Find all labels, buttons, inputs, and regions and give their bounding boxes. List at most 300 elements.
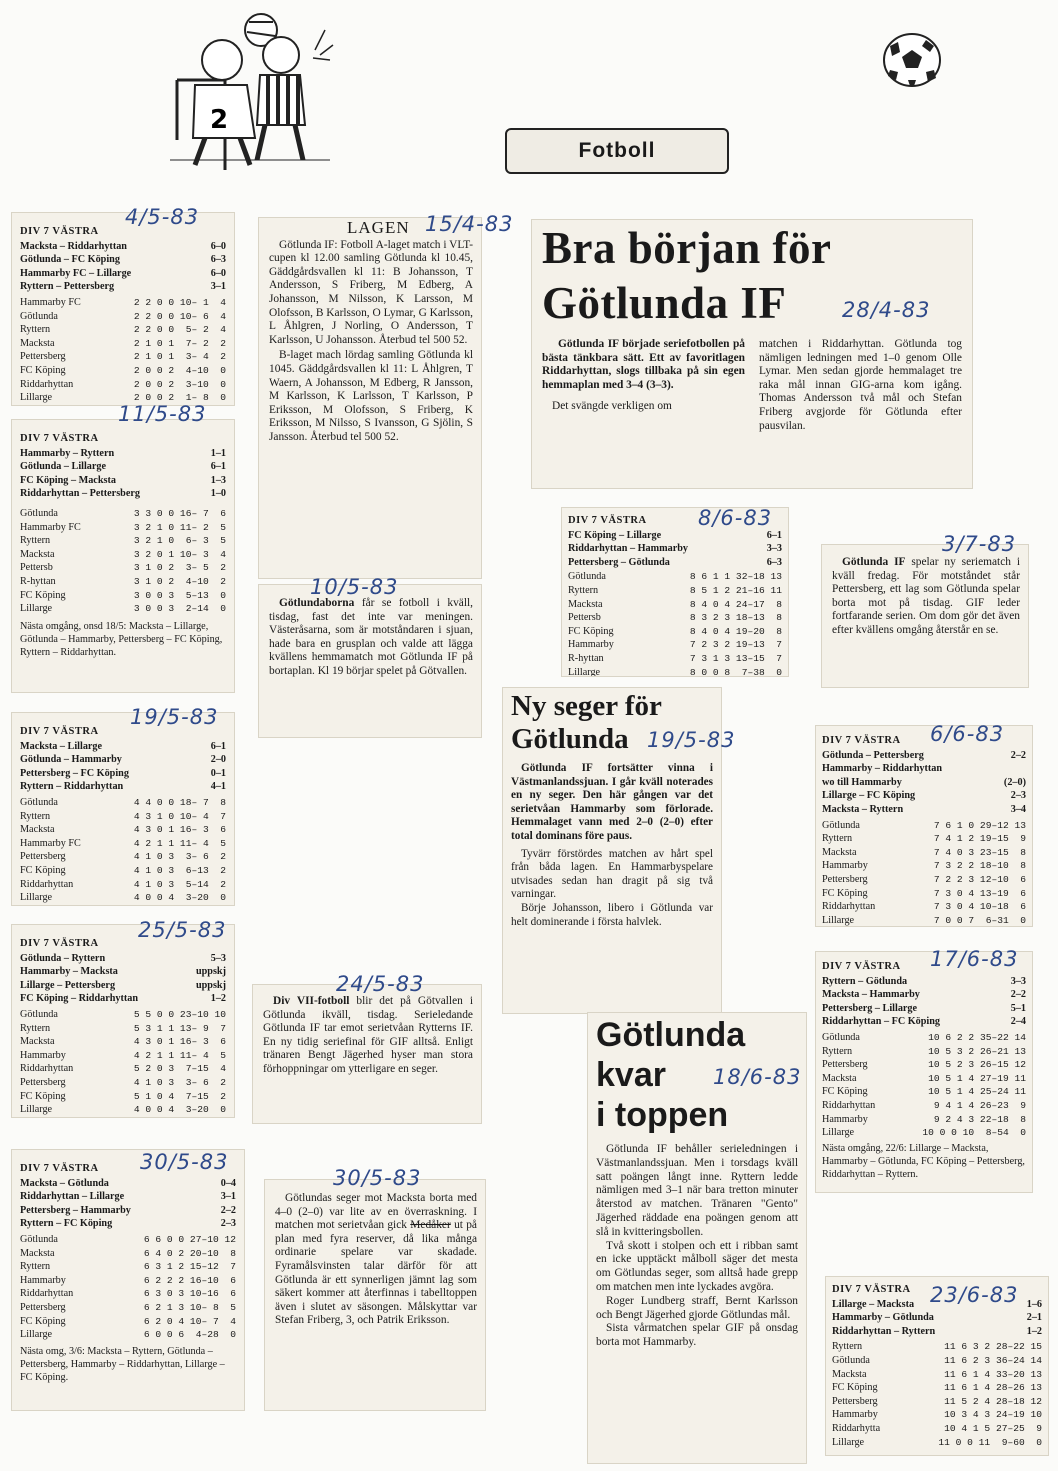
team-stats: 10 4 1 5 27–25 9 bbox=[944, 1422, 1042, 1434]
match-score: 3–4 bbox=[1010, 803, 1026, 815]
match-teams: Götlunda – Pettersberg bbox=[822, 749, 924, 761]
match-teams: Götlunda – Lillarge bbox=[20, 461, 107, 473]
match-teams: wo till Hammarby bbox=[822, 776, 902, 788]
team-name: Götlunda bbox=[822, 1031, 860, 1043]
match-score: 3–1 bbox=[220, 1191, 236, 1203]
team-name: FC Köping bbox=[822, 1086, 868, 1098]
team-stats: 7 3 2 2 18–10 8 bbox=[933, 860, 1026, 872]
team-name: Riddarhyttan bbox=[20, 1063, 74, 1075]
team-name: Lillarge bbox=[822, 1127, 855, 1139]
team-stats: 9 4 1 4 26–23 9 bbox=[933, 1099, 1026, 1111]
team-name: Riddarhyttan bbox=[822, 1099, 876, 1111]
match-result-row bbox=[20, 952, 226, 966]
match-teams: Pettersberg – Lillarge bbox=[822, 1002, 918, 1014]
standings-row bbox=[832, 1408, 1042, 1422]
standings-row bbox=[822, 846, 1026, 860]
standings-row bbox=[20, 1287, 236, 1301]
standings-row bbox=[822, 914, 1026, 926]
match-teams: Riddarhyttan – Hammarby bbox=[568, 543, 688, 555]
match-teams: Hammarby – Ryttern bbox=[20, 447, 115, 459]
standings-row bbox=[20, 589, 226, 603]
team-stats: 4 0 0 4 3–20 0 bbox=[133, 892, 226, 904]
team-name: R-hyttan bbox=[20, 575, 56, 587]
handwritten-date: 6/6-83 bbox=[930, 722, 1005, 746]
article-body: får se fotboll i kväll, tisdag, fast det inte var meningen. Västeråsarna, som är motståndaren i sjuan, hade bara en grusplan och valde att lägga kvällens hemmamatch mot Götlunda IF på bortaplan. Kl 19 börjar spelet på Götvallen. bbox=[269, 597, 473, 677]
match-result-row bbox=[20, 753, 226, 767]
team-name: Hammarby bbox=[822, 860, 868, 872]
team-name: Ryttern bbox=[20, 324, 51, 336]
team-name: Lillarge bbox=[20, 603, 53, 615]
team-name: Pettersberg bbox=[20, 351, 66, 363]
table-title: DIV 7 VÄSTRA bbox=[832, 1284, 911, 1295]
team-stats: 3 3 0 0 16– 7 6 bbox=[133, 507, 226, 519]
league-table-clip bbox=[12, 713, 234, 905]
standings-row bbox=[20, 1090, 226, 1104]
article-body: blir det på Götvallen i Götlunda ikväll, tisdag. Serieledande Götlunda IF tar emot serietvåan Rytterns IF. En ny tidig seriefinal för GIF alltså. Enligt tränaren Bengt Jägerhed hyser man stora förhoppningar om ytterligare en seger. bbox=[263, 995, 473, 1075]
struck-word: Medåker bbox=[410, 1219, 451, 1232]
article-paragraph: matchen i Riddarhyttan. Götlunda tog nämligen ledningen med 1–0 genom Olle Lymar. Men sedan gjorde hemmalaget tre raka mål innan GIG-arna kom igång. Thomas Andersson två mål och Stefan Friberg avgjorde för Götlunda efter pausvilan. bbox=[759, 338, 962, 432]
article-lead: Götlunda IF fortsätter vinna i Västmanlandssjuan. I går kväll noterades en ny seger. Den här gången var det serietvåan Hammarby som förlorade. Hemmalaget vann med 2–0 (2–0) efter total dominans före paus. bbox=[511, 762, 713, 842]
standings-row bbox=[20, 837, 226, 851]
team-stats: 7 2 2 3 12–10 6 bbox=[933, 873, 1026, 885]
standings-row bbox=[20, 1062, 226, 1076]
team-stats: 8 4 0 4 24–17 8 bbox=[689, 598, 782, 610]
match-score: 0–4 bbox=[220, 1177, 236, 1189]
match-score: 2–1 bbox=[1026, 1312, 1042, 1324]
team-name: Hammarby bbox=[822, 1113, 868, 1125]
team-stats: 2 2 0 0 10– 1 4 bbox=[133, 296, 226, 308]
handwritten-date: 3/7-83 bbox=[942, 532, 1017, 556]
standings-row bbox=[20, 1274, 236, 1288]
team-name: Macksta bbox=[20, 337, 55, 349]
next-round-note: Nästa omgång, onsd 18/5: Macksta – Lillarge, Götlunda – Hammarby, Pettersberg – FC Köping, Ryttern – Riddarhyttan. bbox=[20, 620, 223, 658]
match-result-row bbox=[20, 979, 226, 993]
team-stats: 11 6 1 4 28–26 13 bbox=[944, 1382, 1042, 1394]
headline-line: Götlunda bbox=[596, 1016, 746, 1054]
team-stats: 4 1 0 3 5–14 2 bbox=[133, 878, 226, 890]
match-result-row bbox=[20, 460, 226, 474]
match-score: 2–4 bbox=[1010, 1016, 1026, 1028]
standings-row bbox=[20, 1247, 236, 1261]
section-header bbox=[505, 128, 729, 174]
match-score: 1–1 bbox=[210, 447, 226, 459]
match-result-row bbox=[20, 240, 226, 254]
standings-row bbox=[832, 1381, 1042, 1395]
match-result-row bbox=[20, 487, 226, 501]
team-name: Pettersb bbox=[20, 562, 53, 574]
article-paragraph: Götlunda IF behåller serieledningen i Västmanlandssjuan. Men i torsdags kväll satt poängen långt inne. Ryttern ledde nämligen med 3–1 när bara tretton minuter återstod av matchen. Tränaren "Gento" Jägerhed räddade ena poängen genom att slå in kvitteringsbollen. bbox=[596, 1143, 798, 1238]
team-stats: 6 3 1 2 15–12 7 bbox=[143, 1261, 236, 1273]
match-result-row bbox=[822, 803, 1026, 817]
match-teams: Macksta – Riddarhyttan bbox=[20, 240, 127, 252]
match-result-row bbox=[822, 988, 1026, 1002]
team-stats: 10 3 4 3 24–19 10 bbox=[944, 1409, 1042, 1421]
team-stats: 5 1 0 4 7–15 2 bbox=[133, 1090, 226, 1102]
match-score: uppskj bbox=[195, 979, 226, 991]
standings-row bbox=[822, 1072, 1026, 1086]
team-name: Pettersberg bbox=[822, 1059, 868, 1071]
standings-row bbox=[20, 534, 226, 548]
article-notice bbox=[253, 985, 481, 1123]
match-score: 2–2 bbox=[1010, 749, 1026, 761]
team-name: Götlunda bbox=[20, 796, 58, 808]
standings-row bbox=[832, 1395, 1042, 1409]
match-score: (2–0) bbox=[1003, 776, 1026, 788]
headline-line: kvar bbox=[596, 1056, 666, 1094]
standings-row bbox=[568, 652, 782, 666]
match-result-row bbox=[568, 542, 782, 556]
match-teams: Götlunda – Ryttern bbox=[20, 952, 106, 964]
team-name: Macksta bbox=[20, 824, 55, 836]
league-table-clip bbox=[816, 726, 1032, 926]
match-result-row bbox=[20, 1217, 236, 1231]
team-stats: 4 2 1 1 11– 4 5 bbox=[133, 1049, 226, 1061]
article-notice bbox=[259, 585, 481, 737]
standings-row bbox=[20, 1076, 226, 1090]
match-teams: Hammarby FC – Lillarge bbox=[20, 267, 132, 279]
match-teams: Macksta – Lillarge bbox=[20, 740, 103, 752]
standings-row bbox=[822, 819, 1026, 833]
match-teams: FC Köping – Lillarge bbox=[568, 529, 662, 541]
headline-line: Ny seger för bbox=[511, 690, 662, 722]
team-stats: 11 6 3 2 28–22 15 bbox=[944, 1341, 1042, 1353]
standings-row bbox=[568, 666, 782, 676]
team-stats: 5 3 1 1 13– 9 7 bbox=[133, 1022, 226, 1034]
standings-row bbox=[832, 1340, 1042, 1354]
team-stats: 8 6 1 1 32–18 13 bbox=[689, 571, 782, 583]
team-name: Macksta bbox=[20, 1247, 55, 1259]
standings-row bbox=[822, 832, 1026, 846]
team-name: Götlunda bbox=[568, 571, 606, 583]
team-name: Hammarby bbox=[20, 1049, 66, 1061]
team-stats: 6 2 0 4 10– 7 4 bbox=[143, 1315, 236, 1327]
match-score: 2–3 bbox=[220, 1218, 236, 1230]
team-name: Macksta bbox=[822, 846, 857, 858]
standings-row bbox=[20, 1008, 226, 1022]
standings-row bbox=[822, 859, 1026, 873]
team-name: Hammarby bbox=[832, 1409, 878, 1421]
team-name: Pettersberg bbox=[832, 1395, 878, 1407]
standings-row bbox=[822, 1099, 1026, 1113]
team-stats: 3 1 0 2 4–10 2 bbox=[133, 575, 226, 587]
handwritten-date: 19/5-83 bbox=[130, 705, 219, 729]
match-teams: Macksta – Ryttern bbox=[822, 803, 904, 815]
standings-row bbox=[822, 1113, 1026, 1127]
team-name: Riddarhyttan bbox=[822, 901, 876, 913]
match-result-row bbox=[822, 749, 1026, 763]
team-name: Pettersberg bbox=[20, 1076, 66, 1088]
handwritten-date: 24/5-83 bbox=[336, 972, 425, 996]
team-name: Ryttern bbox=[822, 833, 853, 845]
match-teams: Riddarhyttan – Pettersberg bbox=[20, 488, 140, 500]
team-stats: 7 3 1 3 13–15 7 bbox=[689, 652, 782, 664]
team-stats: 11 0 0 11 9–60 0 bbox=[938, 1436, 1042, 1448]
standings-row bbox=[822, 1045, 1026, 1059]
team-stats: 4 1 0 3 3– 6 2 bbox=[133, 851, 226, 863]
standings-row bbox=[20, 323, 226, 337]
team-name: Lillarge bbox=[568, 666, 601, 676]
match-score: 6–1 bbox=[210, 740, 226, 752]
match-score: 3–1 bbox=[210, 281, 226, 293]
standings-row bbox=[822, 887, 1026, 901]
team-stats: 7 0 0 7 6–31 0 bbox=[933, 914, 1026, 926]
team-stats: 10 6 2 2 35–22 14 bbox=[928, 1031, 1026, 1043]
match-score: 6–0 bbox=[210, 267, 226, 279]
team-name: Hammarby bbox=[568, 639, 614, 651]
team-name: Lillarge bbox=[832, 1436, 865, 1448]
team-stats: 6 0 0 6 4–28 0 bbox=[143, 1329, 236, 1341]
article-body: ut på plan med fyra reserver, då lika många ordinarie spelare var skadade. Fyramålsvinsten talar därför för att Götlunda är ett synnerligen jämnt lag som säkert kommer att återfinnas i tabelltoppen även i slutet av säsongen. Målskyttar var Stefan Friberg, 3, och Patrik Eriksson. bbox=[275, 1219, 477, 1327]
team-name: Ryttern bbox=[832, 1341, 863, 1353]
team-stats: 7 3 0 4 10–18 6 bbox=[933, 901, 1026, 913]
headline-line: Bra början för bbox=[542, 223, 832, 273]
team-name: Pettersb bbox=[568, 612, 601, 624]
team-stats: 7 2 3 2 19–13 7 bbox=[689, 639, 782, 651]
match-score: 6–1 bbox=[766, 529, 782, 541]
team-name: Hammarby FC bbox=[20, 296, 81, 308]
team-stats: 4 3 1 0 10– 4 7 bbox=[133, 810, 226, 822]
standings-row bbox=[20, 378, 226, 392]
team-name: Ryttern bbox=[20, 1022, 51, 1034]
match-teams: Ryttern – Götlunda bbox=[822, 975, 908, 987]
team-stats: 2 1 0 1 3– 4 2 bbox=[133, 351, 226, 363]
match-result-row bbox=[20, 1177, 236, 1191]
team-stats: 7 6 1 0 29–12 13 bbox=[933, 819, 1026, 831]
team-name: Götlunda bbox=[20, 310, 58, 322]
match-teams: Hammarby – Macksta bbox=[20, 966, 118, 978]
standings-row bbox=[20, 561, 226, 575]
team-stats: 7 4 1 2 19–15 9 bbox=[933, 833, 1026, 845]
handwritten-date: 30/5-83 bbox=[333, 1166, 422, 1190]
match-result-row bbox=[20, 253, 226, 267]
match-score: 5–3 bbox=[210, 952, 226, 964]
match-score: 4–1 bbox=[210, 781, 226, 793]
team-stats: 5 2 0 3 7–15 4 bbox=[133, 1063, 226, 1075]
team-name: FC Köping bbox=[20, 364, 66, 376]
team-stats: 4 1 0 3 3– 6 2 bbox=[133, 1076, 226, 1088]
match-score: 1–3 bbox=[210, 474, 226, 486]
standings-row bbox=[20, 364, 226, 378]
match-score: 2–2 bbox=[1010, 989, 1026, 1001]
team-name: Macksta bbox=[832, 1368, 867, 1380]
team-stats: 10 5 1 4 25–24 11 bbox=[928, 1086, 1026, 1098]
standings-row bbox=[568, 638, 782, 652]
standings-row bbox=[20, 1260, 236, 1274]
match-teams: Ryttern – Pettersberg bbox=[20, 281, 115, 293]
article-paragraph: Två skott i stolpen och ett i ribban samt en icke upptäckt målboll säger det mesta om Götlundas seger, som alltså hade grepp om matchen men inte lyckades avgöra. bbox=[596, 1239, 798, 1293]
team-name: Götlunda bbox=[20, 507, 58, 519]
team-stats: 3 0 0 3 5–13 0 bbox=[133, 589, 226, 601]
team-stats: 10 5 3 2 26–21 13 bbox=[928, 1045, 1026, 1057]
team-stats: 11 6 2 3 36–24 14 bbox=[944, 1354, 1042, 1366]
team-name: Pettersberg bbox=[20, 851, 66, 863]
standings-row bbox=[822, 1058, 1026, 1072]
article-notice bbox=[265, 1180, 485, 1410]
match-teams: Macksta – Götlunda bbox=[20, 1177, 109, 1189]
handwritten-date: 10/5-83 bbox=[310, 575, 399, 599]
match-result-row bbox=[20, 740, 226, 754]
match-teams: Pettersberg – Hammarby bbox=[20, 1204, 131, 1216]
match-score: 6–0 bbox=[210, 240, 226, 252]
team-name: Pettersberg bbox=[822, 873, 868, 885]
team-name: Lillarge bbox=[20, 892, 53, 904]
standings-row bbox=[832, 1368, 1042, 1382]
match-result-row bbox=[822, 975, 1026, 989]
match-result-row bbox=[568, 529, 782, 543]
team-stats: 10 5 2 3 26–15 12 bbox=[928, 1059, 1026, 1071]
team-stats: 2 2 0 0 5– 2 4 bbox=[133, 324, 226, 336]
match-teams: Riddarhyttan – FC Köping bbox=[822, 1016, 941, 1028]
article-lead: Götlundaborna bbox=[279, 597, 355, 609]
article-paragraph: Börje Johansson, libero i Götlunda var helt dominerande i första halvlek. bbox=[511, 901, 713, 928]
standings-row bbox=[20, 810, 226, 824]
article-paragraph: Sista vårmatchen spelar GIF på onsdag borta mot Hammarby. bbox=[596, 1322, 798, 1349]
team-name: Ryttern bbox=[20, 810, 51, 822]
team-stats: 9 2 4 3 22–18 8 bbox=[933, 1113, 1026, 1125]
article-paragraph: B-laget mach lördag samling Götlunda kl 1045. Gäddgårdsvallen kl 11: L Åhlgren, T Waern, A Johansson, M Edberg, R Jansson, M Karlsson, K Larlsson, T Karlsson, P Eriksson, M Olofsson, S Friberg, K Eriksson, M Nilsso, S Ivansson, G Sjölin, S Jansson. Återbud tel 500 52. bbox=[269, 349, 473, 443]
standings-row bbox=[20, 796, 226, 810]
standings-row bbox=[568, 611, 782, 625]
standings-row bbox=[822, 1085, 1026, 1099]
team-stats: 4 4 0 0 18– 7 8 bbox=[133, 796, 226, 808]
standings-row bbox=[20, 1233, 236, 1247]
match-result-row bbox=[822, 762, 1026, 776]
team-name: Ryttern bbox=[822, 1045, 853, 1057]
match-result-row bbox=[20, 992, 226, 1006]
team-name: Pettersberg bbox=[20, 1301, 66, 1313]
standings-row bbox=[822, 873, 1026, 887]
match-teams: Riddarhyttan – Lillarge bbox=[20, 1191, 125, 1203]
team-stats: 2 0 0 2 3–10 0 bbox=[133, 378, 226, 390]
match-teams: FC Köping – Macksta bbox=[20, 474, 116, 486]
team-stats: 4 0 0 4 3–20 0 bbox=[133, 1104, 226, 1116]
standings-row bbox=[822, 900, 1026, 914]
team-name: Hammarby FC bbox=[20, 837, 81, 849]
match-score: 3–3 bbox=[1010, 975, 1026, 987]
team-name: FC Köping bbox=[20, 1090, 66, 1102]
handwritten-date: 18/6-83 bbox=[713, 1065, 802, 1089]
team-name: Riddarhyttan bbox=[20, 1288, 74, 1300]
handwritten-date: 25/5-83 bbox=[138, 918, 227, 942]
match-score: 1–6 bbox=[1026, 1298, 1042, 1310]
match-teams: Ryttern – FC Köping bbox=[20, 1218, 113, 1230]
match-result-row bbox=[822, 776, 1026, 790]
team-stats: 10 0 0 10 8–54 0 bbox=[922, 1127, 1026, 1139]
match-teams: Pettersberg – FC Köping bbox=[20, 767, 129, 779]
team-stats: 3 2 0 1 10– 3 4 bbox=[133, 548, 226, 560]
team-stats: 3 1 0 2 3– 5 2 bbox=[133, 562, 226, 574]
match-teams: Pettersberg – Götlunda bbox=[568, 556, 670, 568]
team-stats: 4 2 1 1 11– 4 5 bbox=[133, 837, 226, 849]
handwritten-date: 17/6-83 bbox=[930, 947, 1019, 971]
article-lead: Götlunda IF bbox=[842, 556, 906, 568]
handwritten-date: 30/5-83 bbox=[140, 1150, 229, 1174]
football-cartoon bbox=[165, 10, 335, 170]
standings-row bbox=[20, 878, 226, 892]
team-name: Macksta bbox=[822, 1072, 857, 1084]
table-title: DIV 7 VÄSTRA bbox=[822, 735, 901, 746]
team-stats: 2 0 0 2 1– 8 0 bbox=[133, 392, 226, 404]
match-teams: Hammarby – Riddarhyttan bbox=[822, 763, 942, 775]
match-score: 2–3 bbox=[1010, 790, 1026, 802]
table-title: DIV 7 VÄSTRA bbox=[20, 1163, 99, 1174]
match-result-row bbox=[20, 280, 226, 294]
match-teams: Lillarge – Pettersberg bbox=[20, 979, 116, 991]
match-score: 1–0 bbox=[210, 488, 226, 500]
match-score: 6–3 bbox=[766, 556, 782, 568]
match-score: 2–0 bbox=[210, 754, 226, 766]
team-name: Ryttern bbox=[20, 535, 51, 547]
standings-row bbox=[20, 1328, 236, 1342]
standings-row bbox=[20, 350, 226, 364]
handwritten-date: 19/5-83 bbox=[647, 728, 736, 752]
team-stats: 8 5 1 2 21–16 11 bbox=[689, 584, 782, 596]
team-stats: 8 3 2 3 18–13 8 bbox=[689, 612, 782, 624]
match-teams: Hammarby – Götlunda bbox=[832, 1312, 934, 1324]
standings-row bbox=[20, 521, 226, 535]
standings-row bbox=[568, 625, 782, 639]
match-result-row bbox=[822, 1015, 1026, 1029]
team-name: FC Köping bbox=[822, 887, 868, 899]
article-title: LAGEN bbox=[347, 218, 410, 237]
match-teams: Götlunda – Hammarby bbox=[20, 754, 122, 766]
headline-line: Götlunda bbox=[511, 723, 629, 755]
match-result-row bbox=[20, 474, 226, 488]
team-name: Riddarhyttan bbox=[20, 378, 74, 390]
handwritten-date: 23/6-83 bbox=[930, 1283, 1019, 1307]
match-teams: Lillarge – FC Köping bbox=[822, 790, 916, 802]
team-stats: 2 1 0 1 7– 2 2 bbox=[133, 337, 226, 349]
team-stats: 2 0 0 2 4–10 0 bbox=[133, 364, 226, 376]
team-name: Lillarge bbox=[20, 1329, 53, 1341]
team-name: FC Köping bbox=[20, 864, 66, 876]
team-name: Lillarge bbox=[20, 392, 53, 404]
team-name: FC Köping bbox=[20, 589, 66, 601]
match-result-row bbox=[822, 789, 1026, 803]
match-teams: Ryttern – Riddarhyttan bbox=[20, 781, 124, 793]
team-name: Riddarhytta bbox=[832, 1422, 881, 1434]
team-stats: 7 3 0 4 13–19 6 bbox=[933, 887, 1026, 899]
team-name: FC Köping bbox=[832, 1382, 878, 1394]
table-title: DIV 7 VÄSTRA bbox=[822, 961, 901, 972]
standings-row bbox=[20, 1049, 226, 1063]
standings-row bbox=[568, 598, 782, 612]
team-stats: 6 3 0 3 10–16 6 bbox=[143, 1288, 236, 1300]
team-name: Macksta bbox=[20, 548, 55, 560]
match-score: 6–3 bbox=[210, 254, 226, 266]
team-name: R-hyttan bbox=[568, 652, 604, 664]
team-name: Lillarge bbox=[822, 914, 855, 926]
section-title: Fotboll bbox=[578, 139, 656, 162]
article-body: Götlundas seger mot Macksta borta med 4–0 (2–0) var lite av en överraskning. I matchen mot serietvåan gick bbox=[275, 1192, 477, 1232]
standings-row bbox=[20, 823, 226, 837]
team-name: Götlunda bbox=[832, 1354, 870, 1366]
standings-row bbox=[20, 602, 226, 616]
article-notice bbox=[822, 545, 1028, 687]
match-score: 1–2 bbox=[210, 993, 226, 1005]
team-name: Lillarge bbox=[20, 1104, 53, 1116]
team-stats: 6 4 0 2 20–10 8 bbox=[143, 1247, 236, 1259]
handwritten-date: 11/5-83 bbox=[118, 402, 207, 426]
match-result-row bbox=[20, 1190, 236, 1204]
team-name: FC Köping bbox=[20, 1315, 66, 1327]
match-result-row bbox=[20, 767, 226, 781]
match-result-row bbox=[832, 1325, 1042, 1339]
team-name: Macksta bbox=[568, 598, 603, 610]
next-round-note: Nästa omg, 3/6: Macksta – Ryttern, Götlunda – Pettersberg, Hammarby – Riddarhyttan, Lillarge – FC Köping. bbox=[20, 1345, 225, 1383]
league-table-clip bbox=[562, 508, 788, 676]
article-bra-borjan bbox=[532, 220, 972, 488]
